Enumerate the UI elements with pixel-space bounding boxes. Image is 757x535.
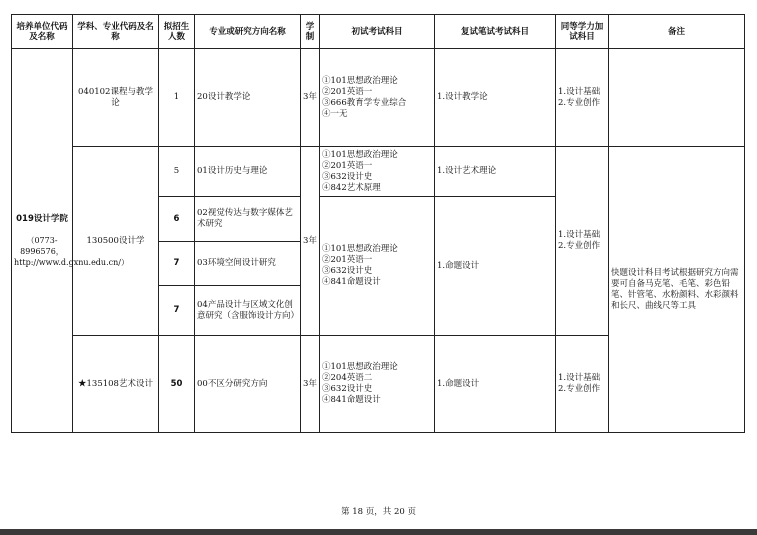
prelim-item: ②204英语二 [322, 373, 373, 383]
direction-cell: 04产品设计与区域文化创意研究（含服饰设计方向） [195, 286, 301, 336]
prelim-item: ①101思想政治理论 [322, 149, 398, 160]
direction-cell: 20设计教学论 [195, 49, 301, 147]
duration-cell: 3年 [301, 336, 320, 433]
remarks-cell: 快题设计科目考试根据研究方向需要可自备马克笔、毛笔、彩色铅笔、针管笔、水粉颜料、水彩颜料和长尺、曲线尺等工具 [609, 147, 745, 433]
prelim-item: ②201英语一 [322, 255, 373, 265]
page-footer: 第 18 页，共 20 页 [341, 507, 416, 517]
prelim-item: ③632设计史 [322, 171, 373, 182]
direction-cell: 01设计历史与理论 [195, 147, 301, 197]
header-duration: 学制 [301, 15, 320, 49]
prelim-item: ④841命题设计 [322, 277, 381, 287]
admissions-table [11, 14, 745, 433]
prelim-item: ①101思想政治理论 [322, 75, 398, 86]
table-row [12, 49, 745, 147]
equivalent-item: 1.设计基础 [558, 230, 601, 240]
enrollment-cell: 7 [159, 242, 195, 286]
equivalent-item: 2.专业创作 [558, 384, 601, 394]
header-remarks: 备注 [609, 15, 745, 49]
equivalent-cell [556, 147, 609, 336]
enrollment-cell: 6 [159, 197, 195, 242]
direction-cell: 03环境空间设计研究 [195, 242, 301, 286]
enrollment-cell: 50 [159, 336, 195, 433]
enrollment-cell: 1 [159, 49, 195, 147]
retest-cell: 1.命题设计 [435, 336, 556, 433]
header-retest: 复试笔试考试科目 [435, 15, 556, 49]
prelim-cell [320, 147, 435, 197]
enrollment-cell: 5 [159, 147, 195, 197]
header-direction: 专业或研究方向名称 [195, 15, 301, 49]
equivalent-cell [556, 336, 609, 433]
prelim-item: ④841命题设计 [322, 395, 381, 405]
retest-cell: 1.命题设计 [435, 197, 556, 336]
prelim-item: ③632设计史 [322, 384, 373, 394]
table-row [12, 147, 745, 197]
header-equivalent: 同等学力加试科目 [556, 15, 609, 49]
prelim-item: ①101思想政治理论 [322, 362, 398, 372]
prelim-cell [320, 49, 435, 147]
header-prelim: 初试考试科目 [320, 15, 435, 49]
direction-cell: 00不区分研究方向 [195, 336, 301, 433]
duration-cell: 3年 [301, 147, 320, 336]
equivalent-item: 1.设计基础 [558, 373, 601, 383]
header-discipline: 学科、专业代码及名称 [73, 15, 159, 49]
bottom-bar [0, 529, 757, 535]
prelim-item: ④842艺术原理 [322, 182, 381, 193]
direction-cell: 02视觉传达与数字媒体艺术研究 [195, 197, 301, 242]
discipline-cell: ★135108艺术设计 [73, 336, 159, 433]
remarks-cell-empty [609, 49, 745, 147]
discipline-cell: 040102课程与教学论 [73, 49, 159, 147]
prelim-item: ④一无 [322, 108, 348, 119]
prelim-item: ②201英语一 [322, 86, 373, 97]
prelim-item: ①101思想政治理论 [322, 244, 398, 254]
retest-cell: 1.设计教学论 [435, 49, 556, 147]
prelim-item: ②201英语一 [322, 160, 373, 171]
discipline-cell: 130500设计学 [73, 147, 159, 336]
enrollment-cell: 7 [159, 286, 195, 336]
prelim-cell [320, 197, 435, 336]
duration-cell: 3年 [301, 49, 320, 147]
prelim-cell [320, 336, 435, 433]
school-name: 019设计学院 [16, 213, 68, 224]
equivalent-item: 2.专业创作 [558, 241, 601, 251]
header-enrollment: 拟招生人数 [159, 15, 195, 49]
equivalent-item: 1.设计基础 [558, 86, 601, 97]
school-contact: （0773-8996576，http://www.d.gxnu.edu.cn/） [14, 235, 129, 267]
prelim-item: ③632设计史 [322, 266, 373, 276]
header-row [12, 15, 745, 49]
equivalent-item: 2.专业创作 [558, 97, 601, 108]
prelim-item: ③666教育学专业综合 [322, 97, 407, 108]
retest-cell: 1.设计艺术理论 [435, 147, 556, 197]
equivalent-cell [556, 49, 609, 147]
header-school: 培养单位代码及名称 [12, 15, 73, 49]
